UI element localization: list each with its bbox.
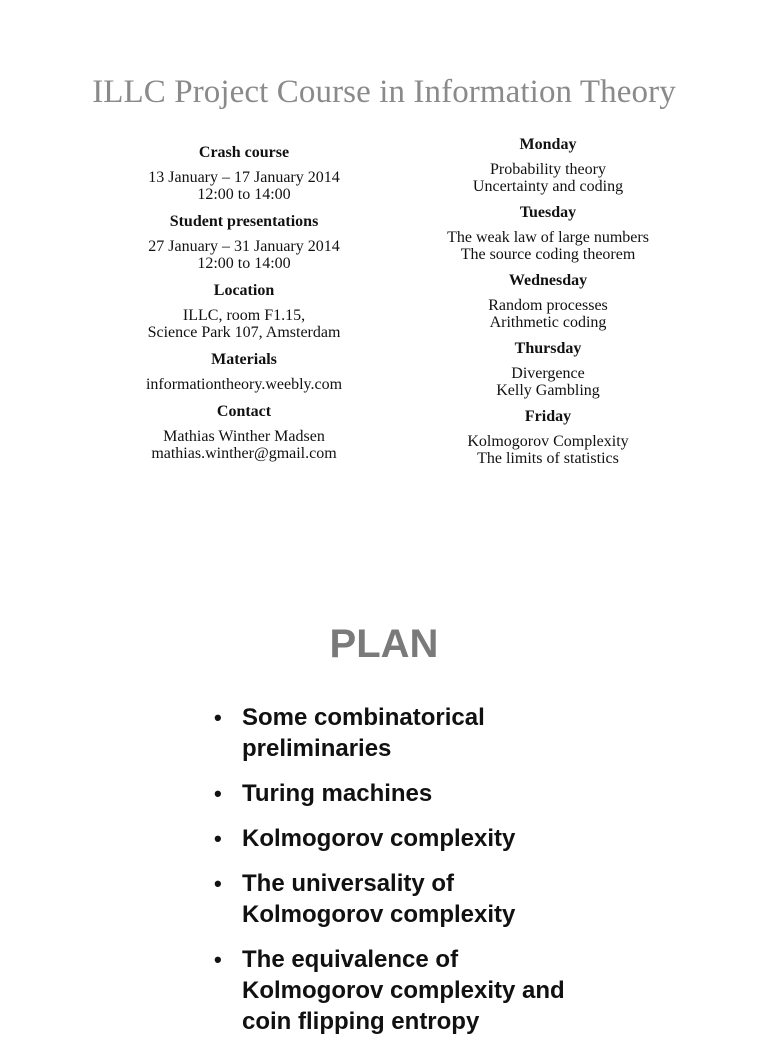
plan-item [214, 702, 594, 764]
contact-email: mathias.winther@gmail.com [151, 445, 337, 462]
topic-line: Probability theory [490, 161, 606, 178]
bullet-icon: • [214, 871, 222, 896]
section-line: 13 January – 17 January 2014 [148, 169, 340, 186]
topic-line: The weak law of large numbers [447, 229, 649, 246]
info-section-location [104, 282, 384, 341]
section-heading: Student presentations [169, 213, 319, 230]
info-section-crash-course [104, 144, 384, 203]
plan-list [214, 702, 594, 1051]
day-heading: Tuesday [519, 204, 577, 221]
info-section-contact [104, 403, 384, 462]
bullet-icon: • [214, 947, 222, 972]
section-heading: Contact [216, 403, 272, 420]
info-section-materials [104, 351, 384, 393]
day-heading: Friday [524, 408, 572, 425]
topic-line: The limits of statistics [477, 450, 619, 467]
section-line: 27 January – 31 January 2014 [148, 238, 340, 255]
bullet-icon: • [214, 781, 222, 806]
schedule-column [408, 136, 688, 476]
schedule-day-monday [408, 136, 688, 195]
section-line: 12:00 to 14:00 [197, 186, 291, 203]
contact-name: Mathias Winther Madsen [163, 428, 325, 445]
topic-line: Random processes [488, 297, 608, 314]
topic-line: Arithmetic coding [489, 314, 607, 331]
plan-item-text: Kolmogorov complexity [242, 825, 516, 852]
day-heading: Monday [519, 136, 577, 153]
topic-line: The source coding theorem [460, 246, 636, 263]
materials-link: informationtheory.weebly.com [145, 376, 343, 393]
plan-heading: PLAN [329, 622, 439, 666]
plan-item-text: Turing machines [242, 780, 433, 807]
schedule-day-friday [408, 408, 688, 467]
page-title: ILLC Project Course in Information Theory [92, 74, 676, 111]
day-heading: Thursday [514, 340, 582, 357]
topic-line: Uncertainty and coding [472, 178, 624, 195]
bullet-icon: • [214, 826, 222, 851]
topic-line: Kolmogorov Complexity [467, 433, 629, 450]
info-section-student-presentations [104, 213, 384, 272]
section-line: ILLC, room F1.15, [182, 307, 306, 324]
topic-line: Divergence [511, 365, 585, 382]
section-heading: Location [213, 282, 275, 299]
day-heading: Wednesday [508, 272, 588, 289]
section-heading: Materials [211, 351, 277, 368]
plan-item-text: The equivalence of Kolmogorov complexity and coin flipping entropy [242, 946, 565, 1035]
plan-item-text: Some combinatorical preliminaries [242, 704, 485, 762]
section-line: Science Park 107, Amsterdam [147, 324, 341, 341]
course-info-column [104, 144, 384, 472]
section-line: 12:00 to 14:00 [197, 255, 291, 272]
plan-item [214, 868, 594, 930]
schedule-day-thursday [408, 340, 688, 399]
section-heading: Crash course [198, 144, 290, 161]
plan-item [214, 944, 594, 1037]
schedule-day-tuesday [408, 204, 688, 263]
topic-line: Kelly Gambling [496, 382, 600, 399]
bullet-icon: • [214, 705, 222, 730]
plan-item-text: The universality of Kolmogorov complexity [242, 870, 516, 928]
plan-item [214, 823, 594, 854]
plan-item [214, 778, 594, 809]
schedule-day-wednesday [408, 272, 688, 331]
